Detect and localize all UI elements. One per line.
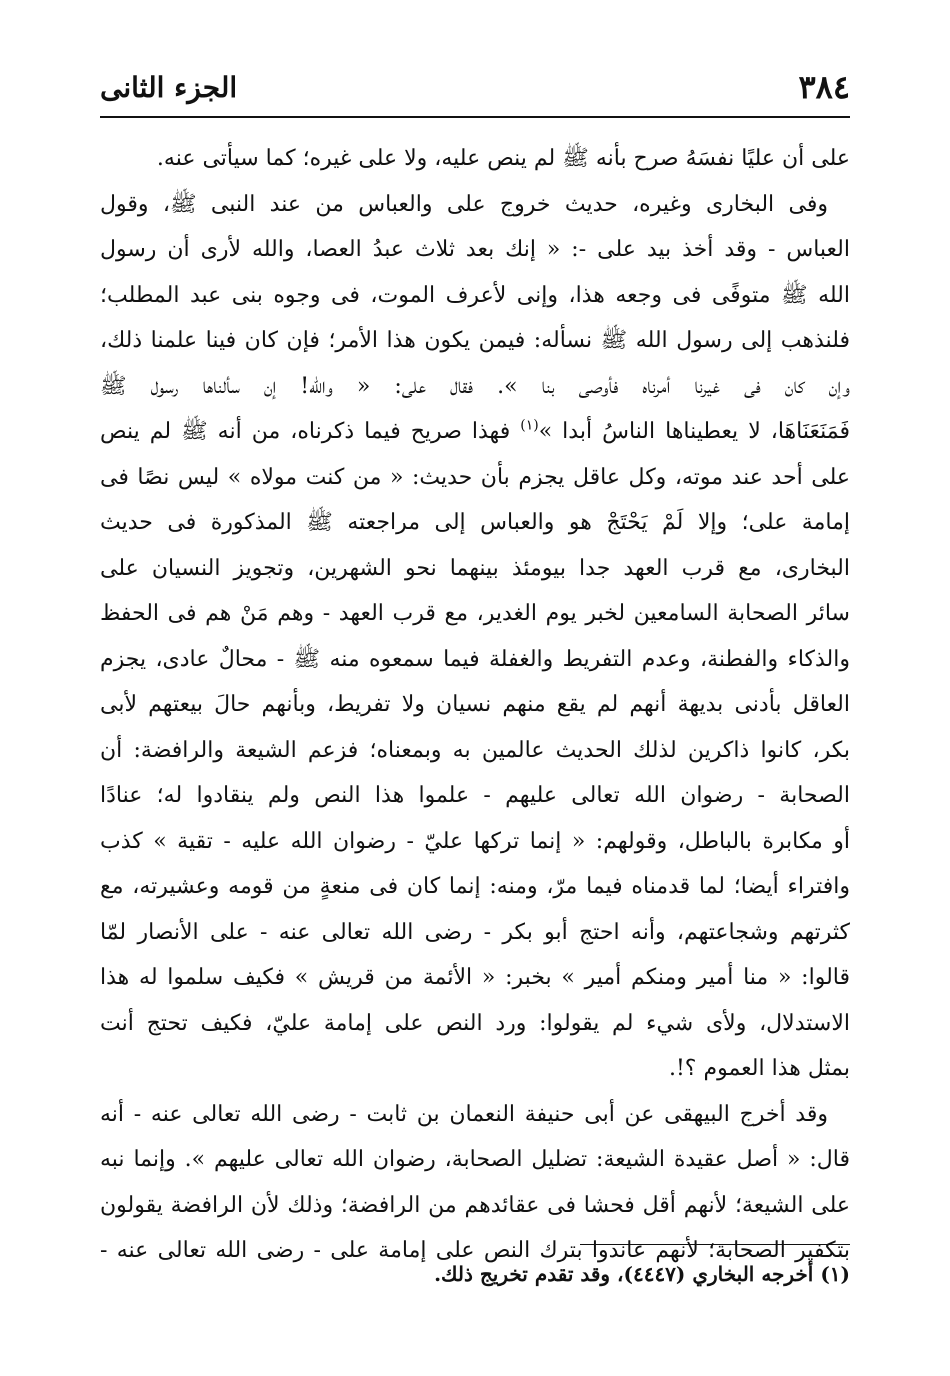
text-line: كثرتهم وشجاعتهم، وأنه احتج أبو بكر - رضى الله تعالى عنه - على الأنصار لمّا — [100, 919, 850, 945]
text-line-with-footnote — [100, 409, 850, 455]
text-line: قال: « أصل عقيدة الشيعة: تضليل الصحابة، رضوان الله تعالى عليهم ». وإنما نبه — [100, 1147, 850, 1172]
text-line: العاقل بأدنى بديهة أنهم لم يقع منهم نسيان ولا تفريط، وبأنهم حالَ بيعتهم لأبى — [100, 692, 850, 717]
footnote-reference[interactable]: (١) — [520, 417, 539, 434]
text-line: بتكفير الصحابة؛ لأنهم عاندوا بترك النص على إمامة على - رضى الله تعالى عنه - — [100, 1238, 850, 1263]
text-line: الاستدلال، ولأى شيء لم يقولوا: ورد النص على إمامة عليّ، فكيف تحتج أنت — [100, 1010, 850, 1036]
text-segment: فهذا صريح فيما ذكرناه، من أنه ﷺ لم ينص — [100, 419, 511, 444]
footnote: (١) أخرجه البخاري (٤٤٤٧)، وقد تقدم تخريج ذلك. — [434, 1262, 850, 1286]
page-header — [100, 62, 850, 112]
header-rule — [100, 116, 850, 118]
text-line: وافتراء أيضا؛ لما قدمناه فيما مرّ، ومنه: إنما كان فى منعةٍ من قومه وعشيرته، مع — [100, 874, 850, 899]
footnote-rule — [580, 1244, 850, 1245]
text-line: سائر الصحابة السامعين لخبر يوم الغدير، مع قرب العهد - وهم مَنْ هم فى الحفظ — [100, 601, 850, 626]
text-line: بكر، كانوا ذاكرين لذلك الحديث عالمين به وبمعناه؛ فزعم الشيعة والرافضة: أن — [100, 737, 850, 763]
text-line: وقد أخرج البيهقى عن أبى حنيفة النعمان بن ثابت - رضى الله تعالى عنه - أنه — [100, 1101, 828, 1127]
text-line: والذكاء والفطنة، وعدم التفريط والغفلة فيما سمعوه منه ﷺ - محالٌ عادى، يجزم — [100, 646, 850, 672]
text-line: وإن كان فى غيرنا أمرناه فأوصى بنا ». فقال على: « والله! إن سألناها رسول ﷺ — [100, 373, 850, 399]
text-line: البخارى، مع قرب العهد جدا بيومئذ بينهما نحو الشهرين، وتجويز النسيان على — [100, 555, 850, 581]
text-line: على أحد عند موته، وكل عاقل يجزم بأن حديث: « من كنت مولاه » ليس نصًا فى — [100, 464, 850, 490]
text-line: الصحابة - رضوان الله تعالى عليهم - علموا هذا النص ولم ينقادوا له؛ عنادًا — [100, 783, 850, 808]
running-head: الجزء الثانى — [100, 70, 238, 104]
text-line: على أن عليًا نفسَهُ صرح بأنه ﷺ لم ينص عليه، ولا على غيره؛ كما سيأتى عنه. — [156, 146, 850, 171]
body-text — [100, 136, 850, 1274]
text-line: على الشيعة؛ لأنهم أقل فحشا فى عقائدهم من الرافضة؛ وذلك لأن الرافضة يقولون — [100, 1192, 850, 1218]
text-line: وفى البخارى وغيره، حديث خروج على والعباس من عند النبى ﷺ، وقول — [100, 191, 828, 217]
text-line: فلنذهب إلى رسول الله ﷺ نسأله: فيمن يكون هذا الأمر؛ فإن كان فينا علمنا ذلك، — [100, 328, 850, 353]
text-line: أو مكابرة بالباطل، وقولهم: « إنما تركها عليّ - رضوان الله عليه - تقية » كذب — [100, 828, 850, 854]
text-line: بمثل هذا العموم ؟!. — [668, 1056, 850, 1081]
text-line: قالوا: « منا أمير ومنكم أمير » بخبر: « الأئمة من قريش » فكيف سلموا له هذا — [100, 965, 850, 990]
text-line: الله ﷺ متوفًى فى وجعه هذا، وإنى لأعرف الموت، فى وجوه بنى عبد المطلب؛ — [100, 282, 850, 308]
text-line: العباس - وقد أخذ بيد على -: « إنك بعد ثلاث عبدُ العصا، والله لأرى أن رسول — [100, 237, 850, 262]
page-number: ٣٨٤ — [798, 68, 850, 106]
text-segment: فَمَنَعَنَاهَا، لا يعطيناها الناسُ أبدا » — [538, 419, 850, 444]
text-line: إمامة على؛ وإلا لَمْ يَحْتَجْ هو والعباس إلى مراجعته ﷺ المذكورة فى حديث — [100, 510, 850, 535]
